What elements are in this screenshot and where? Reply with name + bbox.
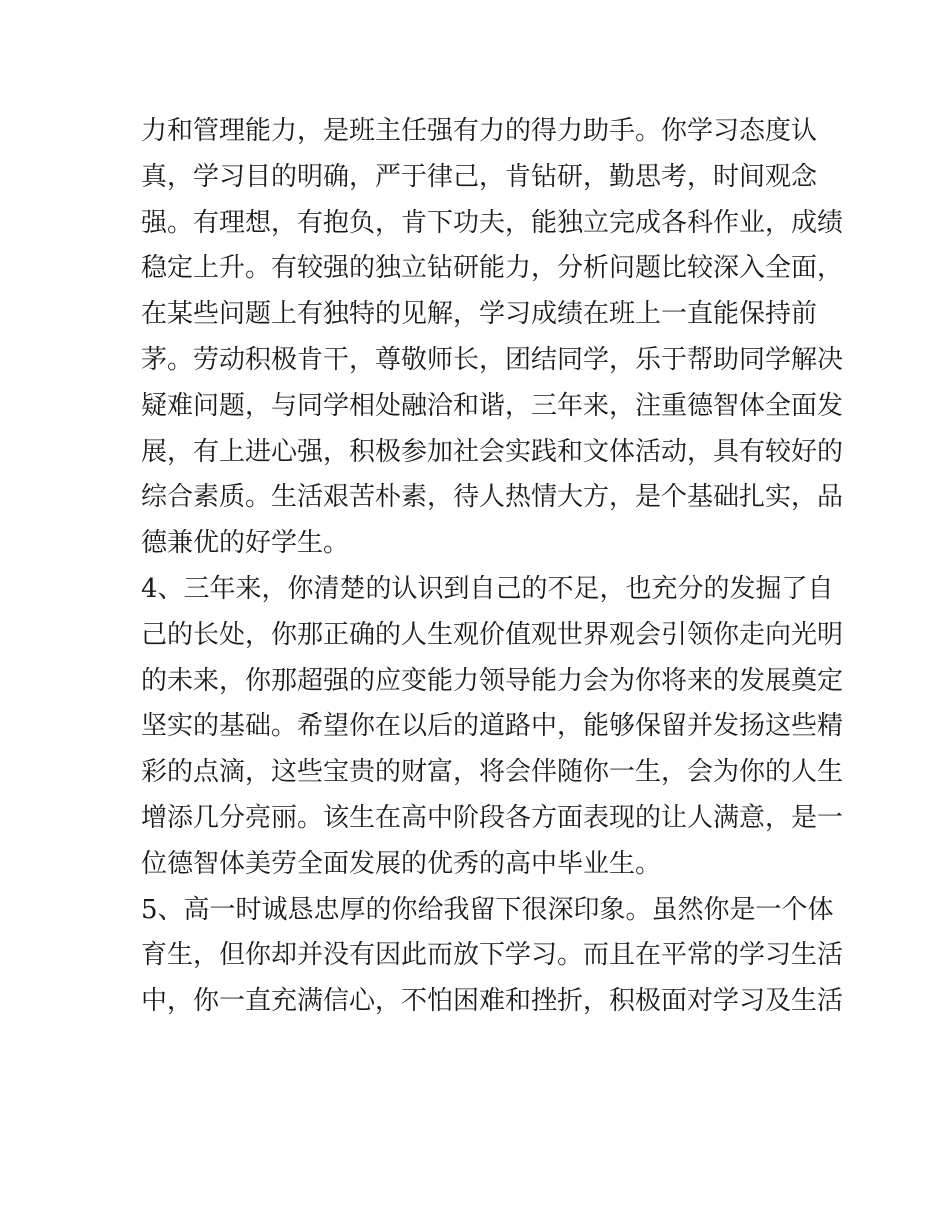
text-line: 增添几分亮丽。该生在高中阶段各方面表现的让人满意，是一 [141,802,844,833]
text-line: 己的长处，你那正确的人生观价值观世界观会引领你走向光明 [141,619,844,650]
text-line: 强。有理想，有抱负，肯下功夫，能独立完成各科作业，成绩 [141,207,844,238]
text-line: 位德智体美劳全面发展的优秀的高中毕业生。 [141,848,662,879]
text-line: 在某些问题上有独特的见解，学习成绩在班上一直能保持前 [141,299,818,330]
text-line: 中，你一直充满信心，不怕困难和挫折，积极面对学习及生活 [141,986,844,1017]
text-line: 的未来，你那超强的应变能力领导能力会为你将来的发展奠定 [141,665,844,696]
body-text [141,109,844,1025]
text-line: 育生，但你却并没有因此而放下学习。而且在平常的学习生活 [141,940,844,971]
text-line: 真，学习目的明确，严于律己，肯钻研，勤思考，时间观念 [141,161,818,192]
text-line: 力和管理能力，是班主任强有力的得力助手。你学习态度认 [141,116,818,146]
text-line: 4、三年来，你清楚的认识到自己的不足，也充分的发掘了自 [141,573,834,604]
text-line: 展，有上进心强，积极参加社会实践和文体活动，具有较好的 [141,436,844,467]
text-line: 德兼优的好学生。 [141,528,350,559]
text-line: 彩的点滴，这些宝贵的财富，将会伴随你一生，会为你的人生 [141,757,844,788]
text-line: 稳定上升。有较强的独立钻研能力，分析问题比较深入全面， [141,253,844,284]
text-line: 综合素质。生活艰苦朴素，待人热情大方，是个基础扎实，品 [141,482,844,513]
text-line: 5、高一时诚恳忠厚的你给我留下很深印象。虽然你是一个体 [141,894,834,925]
text-line: 疑难问题，与同学相处融洽和谐，三年来，注重德智体全面发 [141,390,844,421]
text-line: 茅。劳动积极肯干，尊敬师长，团结同学，乐于帮助同学解决 [141,344,844,375]
text-line: 坚实的基础。希望你在以后的道路中，能够保留并发扬这些精 [141,711,844,742]
